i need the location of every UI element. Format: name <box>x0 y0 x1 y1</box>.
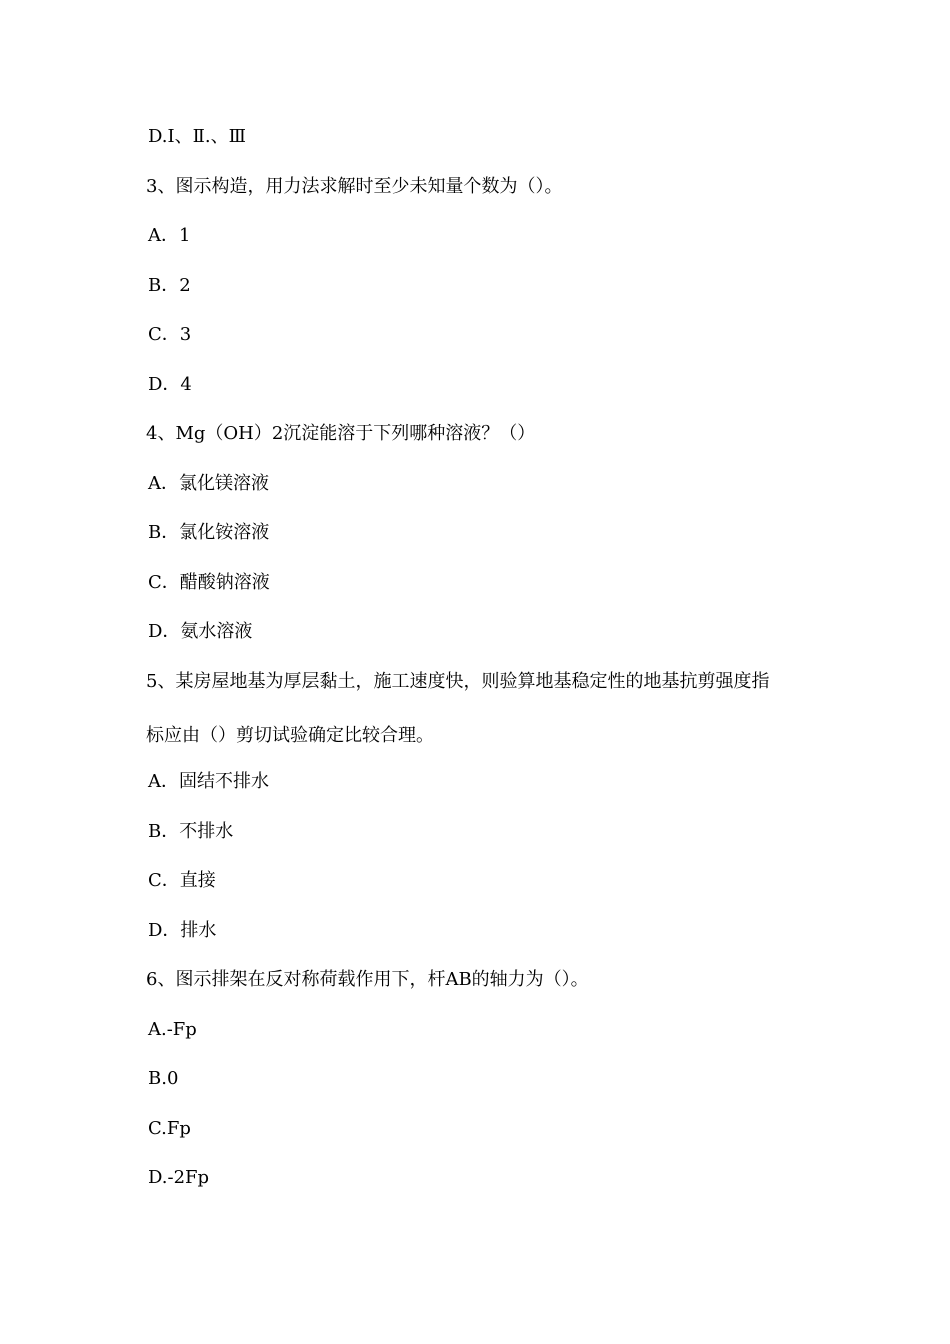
q3-question: 3、图示构造，用力法求解时至少未知量个数为（）。 <box>146 176 563 197</box>
q5-option-a: A．固结不排水 <box>148 771 269 792</box>
q5-option-b: B．不排水 <box>148 821 234 842</box>
q2-option-d: D.Ⅰ、Ⅱ.、Ⅲ <box>148 126 246 147</box>
q6-option-c: C.Fp <box>148 1118 191 1139</box>
q6-option-b: B.0 <box>148 1068 179 1089</box>
q3-option-a: A．1 <box>148 225 191 246</box>
q3-option-b: B．2 <box>148 275 191 296</box>
q3-option-c: C．3 <box>148 324 192 345</box>
q3-option-d: D．4 <box>148 374 192 395</box>
q5-question-line1: 5、某房屋地基为厚层黏土，施工速度快，则验算地基稳定性的地基抗剪强度指 <box>146 671 770 692</box>
q4-option-b: B．氯化铵溶液 <box>148 522 270 543</box>
q6-option-a: A.-Fp <box>148 1019 197 1040</box>
q6-question: 6、图示排架在反对称荷载作用下，杆AB的轴力为（）。 <box>146 969 589 990</box>
q6-option-d: D.-2Fp <box>148 1167 210 1188</box>
q4-option-a: A．氯化镁溶液 <box>148 473 269 494</box>
q5-question-line2: 标应由（）剪切试验确定比较合理。 <box>146 725 434 746</box>
q4-option-c: C．醋酸钠溶液 <box>148 572 270 593</box>
q4-option-d: D．氨水溶液 <box>148 621 253 642</box>
q5-option-c: C．直接 <box>148 870 216 891</box>
q5-option-d: D．排水 <box>148 920 217 941</box>
q4-question: 4、Mg（OH）2沉淀能溶于下列哪种溶液？（） <box>146 423 536 444</box>
